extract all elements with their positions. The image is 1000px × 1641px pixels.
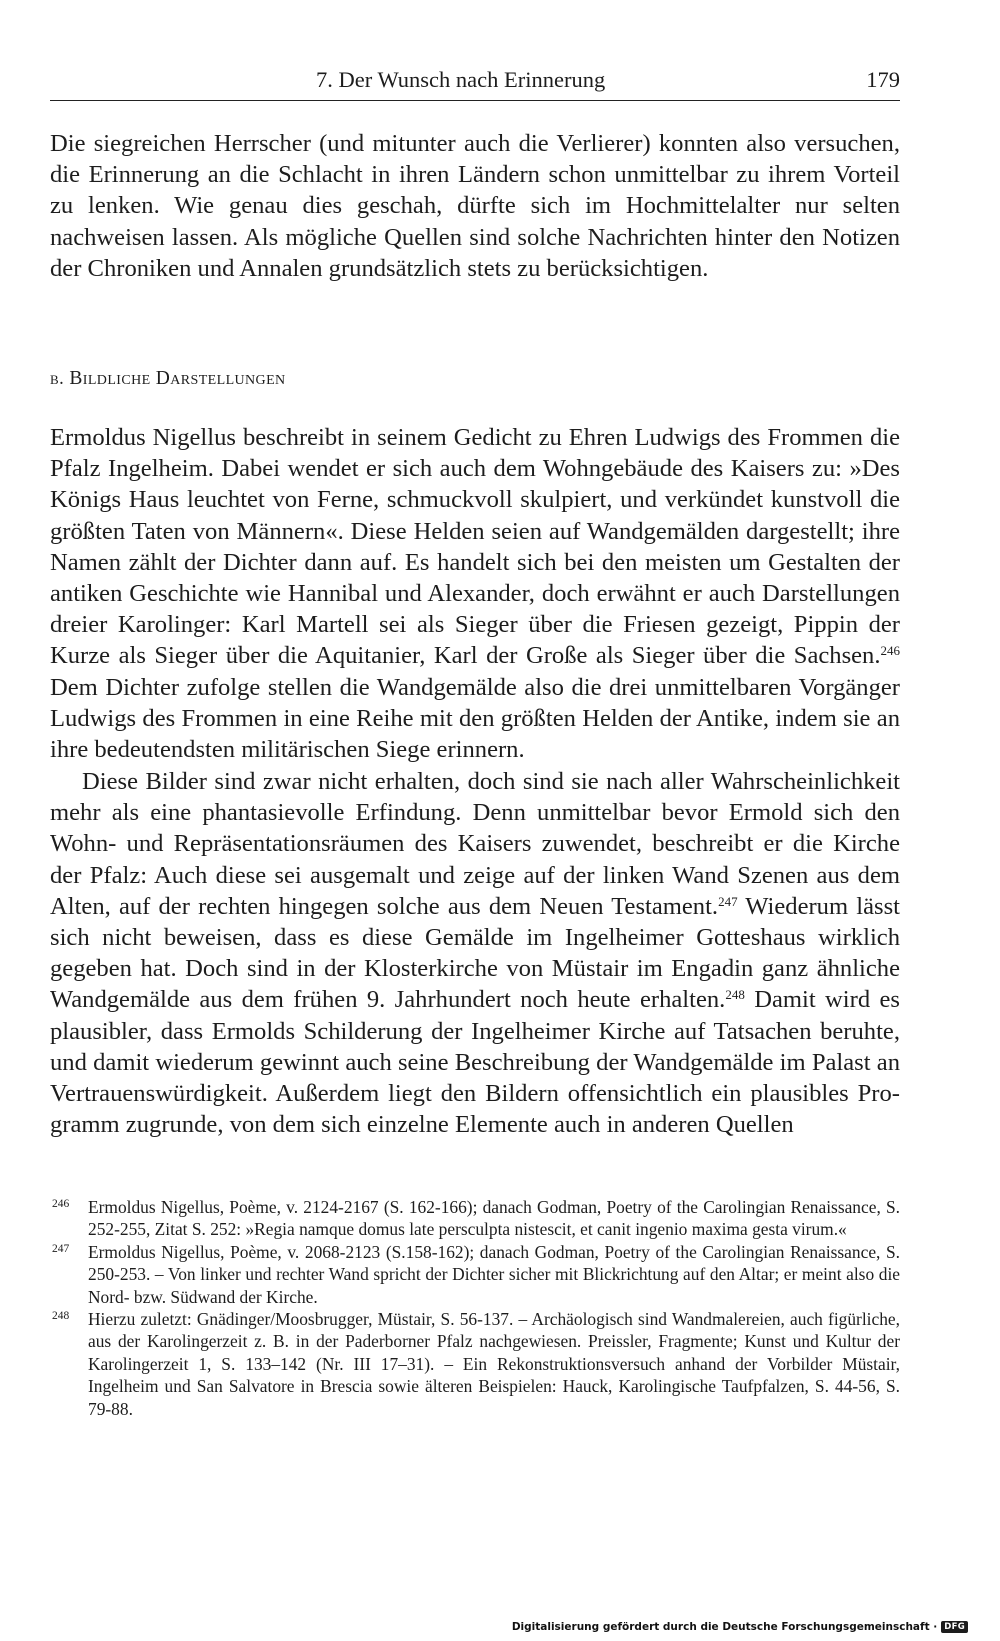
footnotes	[50, 1196, 900, 1420]
running-head	[50, 66, 900, 101]
paragraph-1: Die siegreichen Herrscher (und mitunter auch die Verlierer) konnten also versuchen, die Erinnerung an die Schlacht in ihren Ländern schon unmittelbar zu ihrem Vorteil zu lenken. Wie genau dies geschah, dürfte sich im Hochmittelalter nur selten nachweisen lassen. Als mögliche Quellen sind solche Nachrichten hinter den Notizen der Chroniken und Annalen grundsätzlich stets zu berücksichtigen.	[50, 130, 900, 282]
dfg-logo-icon: DFG	[941, 1621, 968, 1633]
footnote-247	[50, 1241, 900, 1308]
section-title: Bildliche Darstellungen	[69, 368, 286, 389]
page-number: 179	[866, 67, 900, 92]
section-heading	[50, 366, 286, 392]
digitization-credit-text: Digitalisierung gefördert durch die Deutsche Forschungsgemeinschaft ·	[511, 1621, 938, 1633]
footnote-ref-248[interactable]: 248	[725, 987, 745, 1003]
paragraph-3	[50, 766, 900, 1140]
book-page	[50, 0, 900, 1641]
running-title: 7. Der Wunsch nach Erinnerung	[316, 67, 606, 92]
footnote-248	[50, 1308, 900, 1420]
footnote-text: Hierzu zuletzt: Gnädinger/Moosbrugger, Müstair, S. 56-137. – Archäologisch sind Wandmalereien, auch figürliche, aus der Karolingerzeit z. B. in der Paderborner Pfalz nachgewiesen. Preissler, Fragmente; Kunst und Kultur der Karolingerzeit 1, S. 133–142 (Nr. III 17–31). – Ein Rekonstruktionsversuch anhand der Vorbilder Müstair, Ingelheim und San Salvatore in Brescia sowie älteren Beispielen: Hauck, Karolingische Taufpfalzen, S. 44-56, S. 79-88.	[88, 1309, 900, 1419]
footnote-number: 246	[52, 1198, 70, 1210]
digitization-credit	[512, 1621, 968, 1633]
paragraph-2-text-b: Dem Dichter zufolge stellen die Wandgemälde also die drei unmittelbaren Vorgänger Ludwigs des Frommen in eine Reihe mit den größten Helden der Antike, indem sie an ihre bedeutendsten militärischen Siege erinnern.	[50, 673, 900, 764]
paragraph-2-text-a: Ermoldus Nigellus beschreibt in seinem Gedicht zu Ehren Ludwigs des Frommen die Pfalz Ingelheim. Dabei wendet er sich auch dem Wohngebäude des Kaisers zu: »Des Königs Haus leuchtet von Ferne, schmuckvoll skulpiert, und verkündet kunstvoll die größten Taten von Männern«. Diese Helden seien auf Wandgemälden dargestellt; ihre Namen zählt der Dichter dann auf. Es handelt sich bei den meisten um Gestalten der antiken Geschichte wie Hannibal und Alexander, doch erwähnt er auch Darstellungen dreier Karolinger: Karl Martell sei als Sieger über die Friesen gezeigt, Pippin der Kurze als Sieger über die Aquitanier, Karl der Große als Sieger über die Sachsen.	[50, 424, 900, 670]
footnote-text: Ermoldus Nigellus, Poème, v. 2124-2167 (S. 162-166); danach Godman, Poetry of the Carolingian Renaissance, S. 252-255, Zitat S. 252: »Regia namque domus late persculpta nistescit, et canit ingenio maxima gesta virum.«	[88, 1197, 900, 1240]
paragraph-2	[50, 422, 900, 765]
section-letter: b.	[50, 369, 65, 389]
footnote-ref-247[interactable]: 247	[718, 893, 738, 909]
paragraph-3-text-a: Diese Bilder sind zwar nicht erhalten, doch sind sie nach aller Wahrscheinlichkeit mehr als eine phantasievolle Erfindung. Denn unmittelbar bevor Ermold sich den Wohn- und Repräsentationsräumen des Kaisers zuwendet, beschreibt er die Kirche der Pfalz: Auch diese sei ausgemalt und zeige auf der linken Wand Szenen aus dem Alten, auf der rechten hingegen solche aus dem Neuen Testament.	[50, 768, 900, 920]
footnote-246	[50, 1196, 900, 1241]
footnote-ref-246[interactable]: 246	[880, 643, 900, 659]
footnote-text: Ermoldus Nigellus, Poème, v. 2068-2123 (S.158-162); danach Godman, Poetry of the Carolingian Renaissance, S. 250-253. – Von linker und rechter Wand spricht der Dichter sicher mit Blickrichtung auf den Altar; er meint also die Nord- bzw. Südwand der Kirche.	[88, 1241, 900, 1307]
paragraph-3-text-c: Damit wird es plausibler, dass Ermolds Schilderung der Ingelheimer Kirche auf Tatsachen beruhte, und damit wiederum gewinnt auch seine Beschreibung der Wandgemälde im Palast an Vertrauenswürdigkeit. Außerdem liegt den Bildern offensichtlich ein plausibles Programm zugrunde, von dem sich einzelne Elemente auch in anderen Quellen	[50, 986, 900, 1139]
footnote-number: 247	[52, 1242, 70, 1255]
footnote-number: 248	[52, 1310, 70, 1323]
paragraph-3-text-b: Wiederum lässt sich nicht beweisen, dass es diese Gemälde im Ingelheimer Gotteshaus wirklich gegeben hat. Doch sind in der Klosterkirche von Müstair im Engadin ganz ähnliche Wandgemälde aus dem frühen 9. Jahrhundert noch heute erhalten.	[50, 892, 900, 1014]
